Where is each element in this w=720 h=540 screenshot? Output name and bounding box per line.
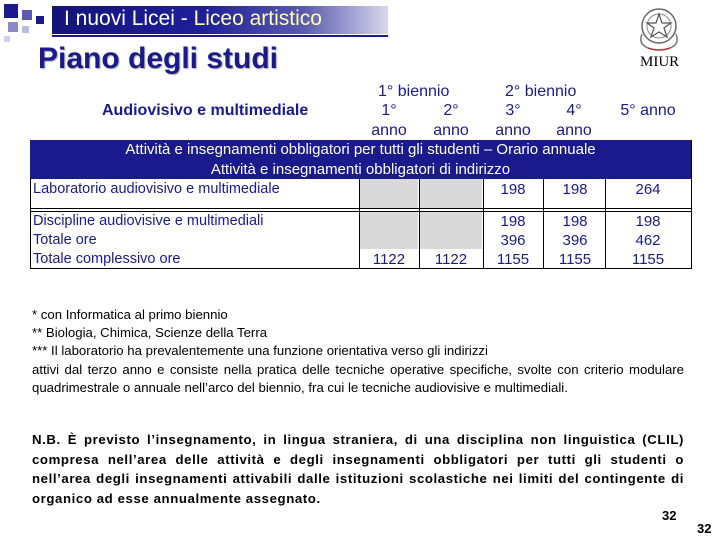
year1-header: 1° anno	[371, 102, 407, 139]
republic-emblem-icon	[634, 4, 684, 52]
cell-tot-y5: 462	[635, 232, 661, 249]
footnotes	[32, 306, 684, 397]
cell-disc-y4: 198	[562, 213, 588, 230]
year5-header: 5° anno	[620, 102, 676, 119]
footnote-3: *** Il laboratorio ha prevalentemente una funzione orientativa verso gli indirizzi	[32, 343, 488, 359]
empty-cell	[420, 179, 482, 208]
empty-cell	[420, 211, 482, 249]
cell-comp-y1: 1122	[372, 251, 406, 268]
decor-square	[22, 10, 32, 20]
table-border	[30, 211, 691, 212]
footnote-2: ** Biologia, Chimica, Scienze della Terra	[32, 325, 268, 341]
decor-square	[22, 26, 29, 33]
footnote-3-continued: attivi dal terzo anno e consiste nella pratica delle tecniche operative specifiche, svolte con criterio modulare quadrimestrale o annuale nell’arco del biennio, fra cui le tecniche audiovisive e multimediali.	[32, 361, 684, 395]
table-border	[30, 268, 691, 269]
table-border	[691, 140, 692, 269]
cell-tot-y4: 396	[562, 232, 588, 249]
decor-square	[4, 4, 18, 18]
cell-disc-y5: 198	[635, 213, 661, 230]
title-highlight: Liceo artistico	[193, 7, 322, 30]
table-border	[419, 179, 420, 269]
cell-lab-y4: 198	[562, 181, 588, 198]
page-subtitle: Piano degli studi	[38, 42, 279, 75]
footnote-1: * con Informatica al primo biennio	[32, 307, 228, 322]
row-label-laboratorio: Laboratorio audiovisivo e multimediale	[33, 181, 280, 197]
first-biennio-header: 1° biennio	[378, 83, 450, 100]
ministry-label: MIUR	[640, 54, 680, 70]
page-number: 32	[662, 508, 677, 523]
section-label: Audiovisivo e multimediale	[102, 102, 309, 119]
cell-comp-y3: 1155	[496, 251, 530, 268]
decor-square	[4, 36, 10, 42]
slide-number: 32	[697, 521, 712, 536]
cell-comp-y4: 1155	[558, 251, 592, 268]
year3-header: 3° anno	[495, 102, 531, 139]
table-border	[30, 179, 31, 269]
year2-header: 2° anno	[433, 102, 469, 139]
nb-note: N.B. È previsto l’insegnamento, in lingua straniera, di una disciplina non linguistica (CLIL) compresa nell’area delle attività e degli insegnamenti obbligatori per tutti gli studenti o nell’area degli insegnamenti attivabili dalle istituzioni scolastiche nei limiti del contingente di organico ad esse annualmente assegnato.	[32, 432, 684, 506]
cell-tot-y3: 396	[500, 232, 526, 249]
decor-square	[8, 22, 18, 32]
row-label-totale-complessivo: Totale complessivo ore	[33, 251, 181, 267]
row-label-discipline: Discipline audiovisive e multimediali	[33, 213, 264, 229]
table-border	[30, 208, 691, 209]
table-border	[543, 179, 544, 269]
cell-lab-y5: 264	[635, 181, 661, 198]
second-biennio-header: 2° biennio	[505, 83, 577, 100]
decor-square	[36, 16, 44, 24]
bar-all-students: Attività e insegnamenti obbligatori per tutti gli studenti – Orario annuale	[30, 140, 691, 160]
cell-disc-y3: 198	[500, 213, 526, 230]
cell-comp-y5: 1155	[631, 251, 665, 268]
cell-lab-y3: 198	[500, 181, 526, 198]
bar-indirizzo: Attività e insegnamenti obbligatori di indirizzo	[30, 160, 691, 179]
cell-comp-y2: 1122	[434, 251, 468, 268]
table-border	[605, 179, 606, 269]
row-label-totale-ore: Totale ore	[33, 232, 97, 248]
page-title: I nuovi Licei - Liceo artistico	[64, 7, 322, 30]
title-underline	[52, 35, 388, 37]
empty-cell	[360, 211, 418, 249]
year4-header: 4° anno	[556, 102, 592, 139]
empty-cell	[360, 179, 418, 208]
